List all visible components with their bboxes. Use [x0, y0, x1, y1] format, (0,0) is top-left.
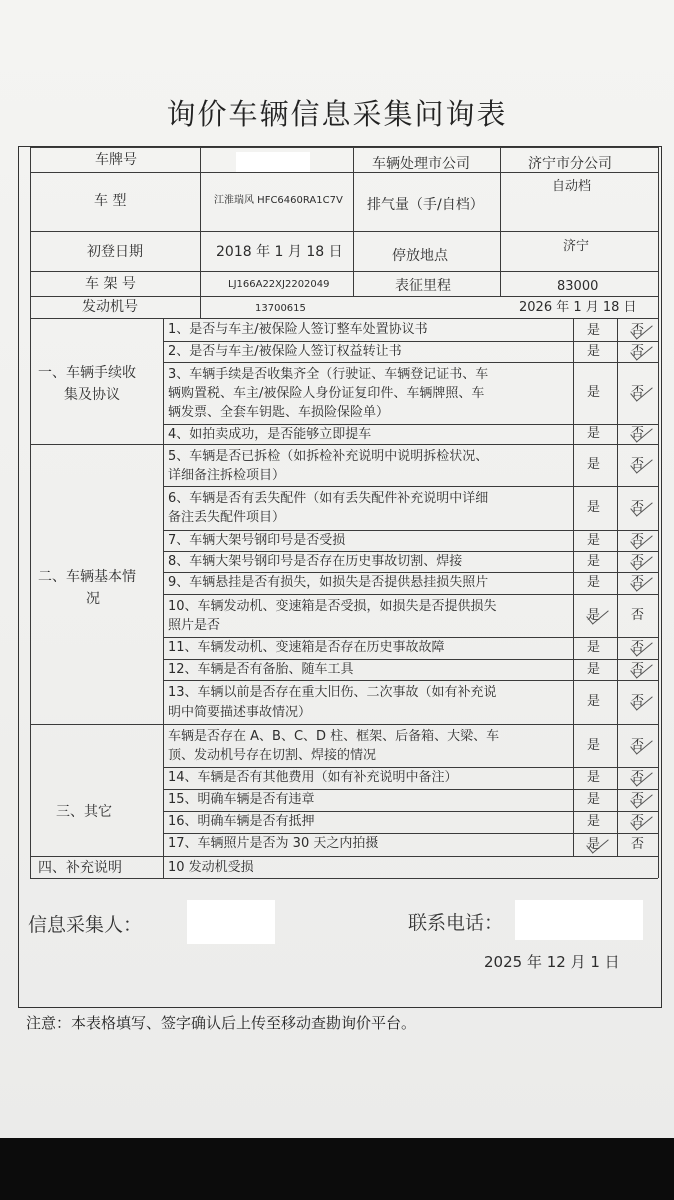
no-cell: 否: [631, 323, 645, 338]
vin-label: 车 架 号: [85, 276, 136, 292]
yes-cell: 是: [587, 554, 601, 569]
no-cell: 否: [631, 792, 645, 807]
vin-value: LJ166A22XJ2202049: [228, 279, 330, 290]
no-cell: 否: [631, 640, 645, 655]
reg-date-label: 初登日期: [87, 244, 143, 260]
question-2: 2、是否与车主/被保险人签订权益转让书: [168, 344, 402, 359]
page-title: 询价车辆信息采集问询表: [166, 97, 508, 131]
no-cell: 否: [631, 533, 645, 548]
yes-cell: 是: [587, 792, 601, 807]
question-5: 5、车辆是否已拆检（如拆检补充说明中说明拆检状况、 详细备注拆检项目）: [168, 449, 489, 483]
yes-cell: 是: [587, 837, 601, 852]
yes-cell: 是: [587, 426, 601, 441]
no-cell: 否: [631, 554, 645, 569]
question-pillars: 车辆是否存在 A、B、C、D 柱、框架、后备箱、大梁、车 顶、发动机号存在切割、焊接的情况: [168, 729, 500, 763]
engine-date: 2026 年 1 月 18 日: [519, 300, 637, 315]
plate-label: 车牌号: [95, 152, 137, 168]
section-4-value: 10 发动机受损: [168, 860, 254, 875]
phone-redaction: [515, 900, 643, 940]
yes-cell: 是: [587, 640, 601, 655]
mileage-label: 表征里程: [395, 278, 451, 294]
model-label: 车 型: [94, 193, 127, 209]
question-12: 12、车辆是否有备胎、随车工具: [168, 662, 354, 677]
plate-redaction: [236, 152, 310, 172]
no-cell: 否: [631, 344, 645, 359]
question-15: 15、明确车辆是否有违章: [168, 792, 315, 807]
question-6: 6、车辆是否有丢失配件（如有丢失配件补充说明中详细 备注丢失配件项目）: [168, 491, 489, 525]
no-cell: 否: [631, 662, 645, 677]
collector-label: 信息采集人：: [28, 914, 143, 936]
yes-cell: 是: [587, 385, 601, 400]
yes-cell: 是: [587, 770, 601, 785]
question-10: 10、车辆发动机、变速箱是否受损，如损失是否提供损失 照片是否: [168, 599, 497, 633]
no-cell: 否: [631, 837, 645, 852]
yes-cell: 是: [587, 814, 601, 829]
no-cell: 否: [631, 738, 645, 753]
section-3-label: 三、其它: [56, 804, 112, 820]
mileage-value: 83000: [557, 279, 599, 294]
question-16: 16、明确车辆是否有抵押: [168, 814, 315, 829]
transmission-label: 排气量（手/自档）: [367, 197, 484, 213]
no-cell: 否: [631, 694, 645, 709]
section-2-label: 二、车辆基本情 况: [38, 569, 136, 607]
question-17: 17、车辆照片是否为 30 天之内拍摄: [168, 836, 379, 851]
transmission-value: 自动档: [552, 179, 592, 194]
yes-cell: 是: [587, 662, 601, 677]
phone-label: 联系电话：: [408, 912, 504, 934]
reg-date-value: 2018 年 1 月 18 日: [216, 244, 343, 260]
section-4-label: 四、补充说明: [38, 860, 122, 876]
no-cell: 否: [631, 608, 645, 623]
footnote: 注意：本表格填写、签字确认后上传至移动查勘询价平台。: [26, 1014, 417, 1032]
question-8: 8、车辆大架号钢印号是否存在历史事故切割、焊接: [168, 554, 463, 569]
collector-redaction: [187, 900, 275, 944]
location-value: 济宁: [563, 239, 590, 254]
yes-cell: 是: [587, 575, 601, 590]
no-cell: 否: [631, 457, 645, 472]
no-cell: 否: [631, 575, 645, 590]
engine-value: 13700615: [255, 303, 306, 314]
question-13: 13、车辆以前是否存在重大旧伤、二次事故（如有补充说 明中简要描述事故情况）: [168, 685, 497, 720]
model-value: 江淮瑞风 HFC6460RA1C7V: [214, 195, 343, 206]
yes-cell: 是: [587, 344, 601, 359]
sign-date: 2025 年 12 月 1 日: [484, 953, 620, 971]
question-1: 1、是否与车主/被保险人签订整车处置协议书: [168, 322, 428, 337]
question-9: 9、车辆悬挂是否有损失，如损失是否提供悬挂损失照片: [168, 575, 489, 590]
location-label: 停放地点: [392, 248, 448, 264]
question-7: 7、车辆大架号钢印号是否受损: [168, 533, 346, 548]
yes-cell: 是: [587, 533, 601, 548]
section-1-label: 一、车辆手续收 集及协议: [38, 365, 136, 403]
no-cell: 否: [631, 385, 645, 400]
question-14: 14、车辆是否有其他费用（如有补充说明中备注）: [168, 770, 458, 785]
yes-cell: 是: [587, 738, 601, 753]
engine-label: 发动机号: [82, 299, 138, 315]
question-11: 11、车辆发动机、变速箱是否存在历史事故故障: [168, 640, 445, 655]
no-cell: 否: [631, 814, 645, 829]
yes-cell: 是: [587, 323, 601, 338]
no-cell: 否: [631, 500, 645, 515]
yes-cell: 是: [587, 500, 601, 515]
no-cell: 否: [631, 426, 645, 441]
question-4: 4、如拍卖成功，是否能够立即提车: [168, 427, 372, 442]
yes-cell: 是: [587, 694, 601, 709]
no-cell: 否: [631, 770, 645, 785]
yes-cell: 是: [587, 457, 601, 472]
question-3: 3、车辆手续是否收集齐全（行驶证、车辆登记证书、车 辆购置税、车主/被保险人身份证复印件、车辆牌照、车 辆发票、全套车钥匙、车损险保险单）: [168, 367, 489, 420]
handler-label: 车辆处理市公司: [372, 156, 470, 172]
handler-value: 济宁市分公司: [528, 156, 612, 172]
yes-cell: 是: [587, 608, 601, 623]
